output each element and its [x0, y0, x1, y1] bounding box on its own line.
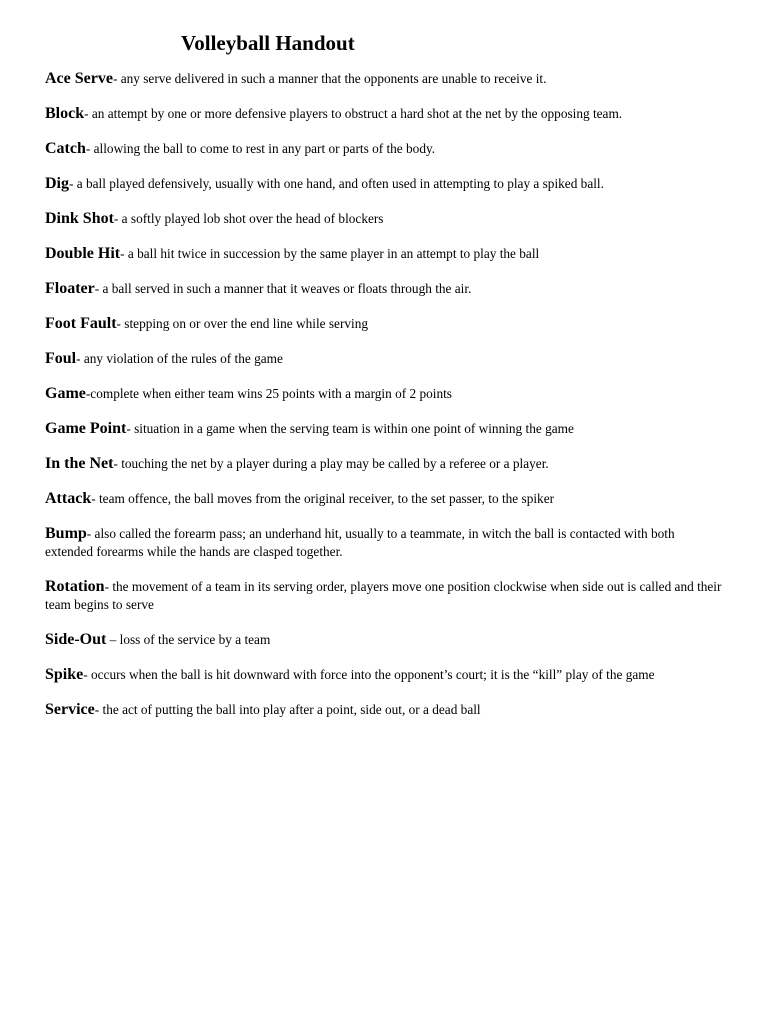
definition: - situation in a game when the serving team is within one point of winning the game	[126, 421, 574, 436]
definition: - the movement of a team in its serving order, players move one position clockwise when side out is called and their team begins to serve	[45, 579, 722, 612]
glossary-entry-in-the-net	[45, 455, 725, 473]
definition: - also called the forearm pass; an underhand hit, usually to a teammate, in witch the ball is contacted with both extended forearms while the hands are clasped together.	[45, 526, 675, 559]
glossary-entry-side-out	[45, 631, 725, 649]
glossary-entry-double-hit	[45, 245, 725, 263]
glossary-entry-dig	[45, 175, 725, 193]
term: Side-Out	[45, 631, 107, 648]
term: Catch	[45, 140, 86, 157]
definition: - a softly played lob shot over the head of blockers	[113, 211, 384, 226]
glossary-entry-ace-serve	[45, 70, 725, 88]
definition: - a ball played defensively, usually with one hand, and often used in attempting to play a spiked ball.	[69, 176, 604, 191]
glossary-entry-bump	[45, 525, 725, 561]
term: Service	[45, 701, 95, 718]
glossary-entry-dink-shot	[45, 210, 725, 228]
glossary-entry-foot-fault	[45, 315, 725, 333]
definition: - team offence, the ball moves from the original receiver, to the set passer, to the spiker	[91, 491, 555, 506]
definition: -complete when either team wins 25 points with a margin of 2 points	[85, 386, 452, 401]
term: Foot Fault	[45, 315, 117, 332]
glossary-entry-floater	[45, 280, 725, 298]
page-title: Volleyball Handout	[181, 31, 355, 55]
term: Block	[45, 105, 85, 122]
definition: - touching the net by a player during a play may be called by a referee or a player.	[113, 456, 549, 471]
definition: – loss of the service by a team	[106, 632, 271, 647]
glossary-entry-block	[45, 105, 725, 123]
term: Double Hit	[45, 245, 121, 262]
term: Foul	[45, 350, 77, 367]
glossary-entry-rotation	[45, 578, 725, 614]
glossary-list	[45, 70, 725, 736]
glossary-entry-attack	[45, 490, 725, 508]
term: Attack	[45, 490, 92, 507]
term: Game Point	[45, 420, 127, 437]
glossary-entry-catch	[45, 140, 725, 158]
definition: - occurs when the ball is hit downward with force into the opponent’s court; it is the “kill” play of the game	[83, 667, 655, 682]
glossary-entry-game	[45, 385, 725, 403]
term: Dig	[45, 175, 69, 192]
term: Floater	[45, 280, 95, 297]
definition: - a ball served in such a manner that it weaves or floats through the air.	[94, 281, 472, 296]
definition: - any serve delivered in such a manner that the opponents are unable to receive it.	[112, 71, 547, 86]
definition: - an attempt by one or more defensive players to obstruct a hard shot at the net by the opposing team.	[84, 106, 623, 121]
term: In the Net	[45, 455, 114, 472]
glossary-entry-service	[45, 701, 725, 719]
definition: - any violation of the rules of the game	[76, 351, 283, 366]
definition: - a ball hit twice in succession by the same player in an attempt to play the ball	[120, 246, 540, 261]
term: Spike	[45, 666, 84, 683]
term: Bump	[45, 525, 87, 542]
definition: - the act of putting the ball into play after a point, side out, or a dead ball	[94, 702, 481, 717]
glossary-entry-game-point	[45, 420, 725, 438]
glossary-entry-foul	[45, 350, 725, 368]
term: Rotation	[45, 578, 105, 595]
term: Game	[45, 385, 86, 402]
definition: - allowing the ball to come to rest in any part or parts of the body.	[85, 141, 436, 156]
term: Ace Serve	[45, 70, 113, 87]
term: Dink Shot	[45, 210, 114, 227]
definition: - stepping on or over the end line while serving	[116, 316, 369, 331]
glossary-entry-spike	[45, 666, 725, 684]
